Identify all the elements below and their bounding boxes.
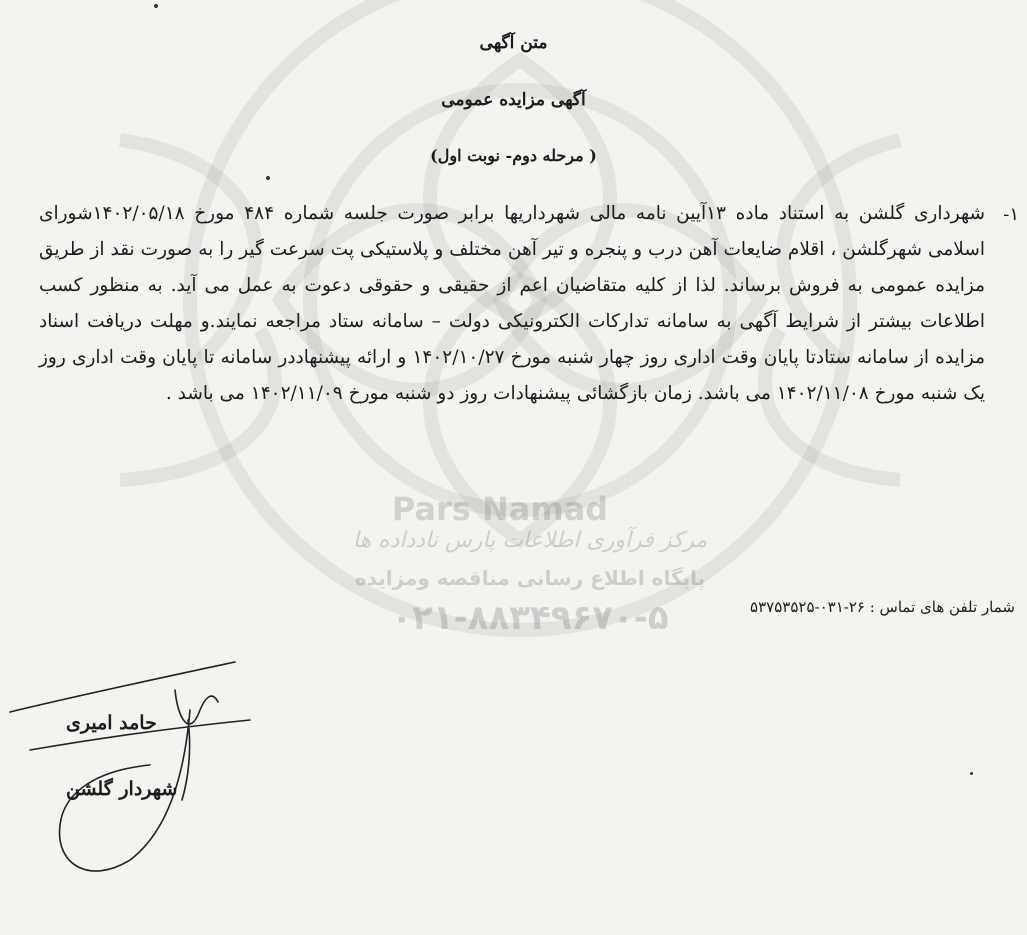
signatory-name: حامد امیری [66, 712, 157, 734]
item-number: ۱- [1003, 204, 1019, 225]
notice-title: متن آگهی [479, 33, 548, 53]
speck [154, 4, 158, 8]
phone-line: شمار تلفن های تماس : ۲۶-۰۳۱-۵۳۷۵۳۵۲۵ [750, 598, 1015, 616]
handwritten-signature [0, 650, 260, 890]
speck [266, 176, 270, 180]
watermark-phone: ۰۲۱-۸۸۳۴۹۶۷۰-۵ [391, 598, 669, 638]
signatory-title: شهردار گلشن [66, 778, 178, 800]
notice-subtitle: آگهی مزایده عمومی [441, 90, 586, 110]
notice-stage: ( مرحله دوم- نوبت اول) [430, 146, 597, 165]
notice-item [39, 196, 1019, 412]
watermark-line2: پایگاه اطلاع رسانی مناقصه ومزایده [354, 566, 706, 590]
item-text: شهرداری گلشن به استناد ماده ۱۳آیین نامه مالی شهرداریها برابر صورت جلسه شماره ۴۸۴ مورخ ۱۴۰۲/۰۵/۱۸شورای اسلامی شهرگلشن ، اقلام ضایعات آهن درب و پنجره و تیر آهن مختلف و پلاستیکی پت سرعت گیر را به صورت نقد از طریق مزایده عمومی به فروش برساند. لذا از کلیه متقاضیان اعم از حقیقی و حقوقی دعوت به عمل می آید. به منظور کسب اطلاعات بیشتر از شرایط آگهی به سامانه تدارکات الکترونیکی دولت – سامانه ستاد مراجعه نمایند.و مهلت دریافت اسناد مزایده از سامانه ستادتا پایان وقت اداری روز چهار شنبه مورخ ۱۴۰۲/۱۰/۲۷ و ارائه پیشنهاددر سامانه تا پایان وقت اداری روز یک شنبه مورخ ۱۴۰۲/۱۱/۰۸ می باشد. زمان بازگشائی پیشنهادات روز دو شنبه مورخ ۱۴۰۲/۱۱/۰۹ می باشد . [39, 203, 985, 404]
watermark-brand: Pars Namad [391, 490, 609, 528]
watermark-line1: مرکز فرآوری اطلاعات پارس نادداده ها [352, 528, 708, 553]
speck [970, 772, 973, 775]
